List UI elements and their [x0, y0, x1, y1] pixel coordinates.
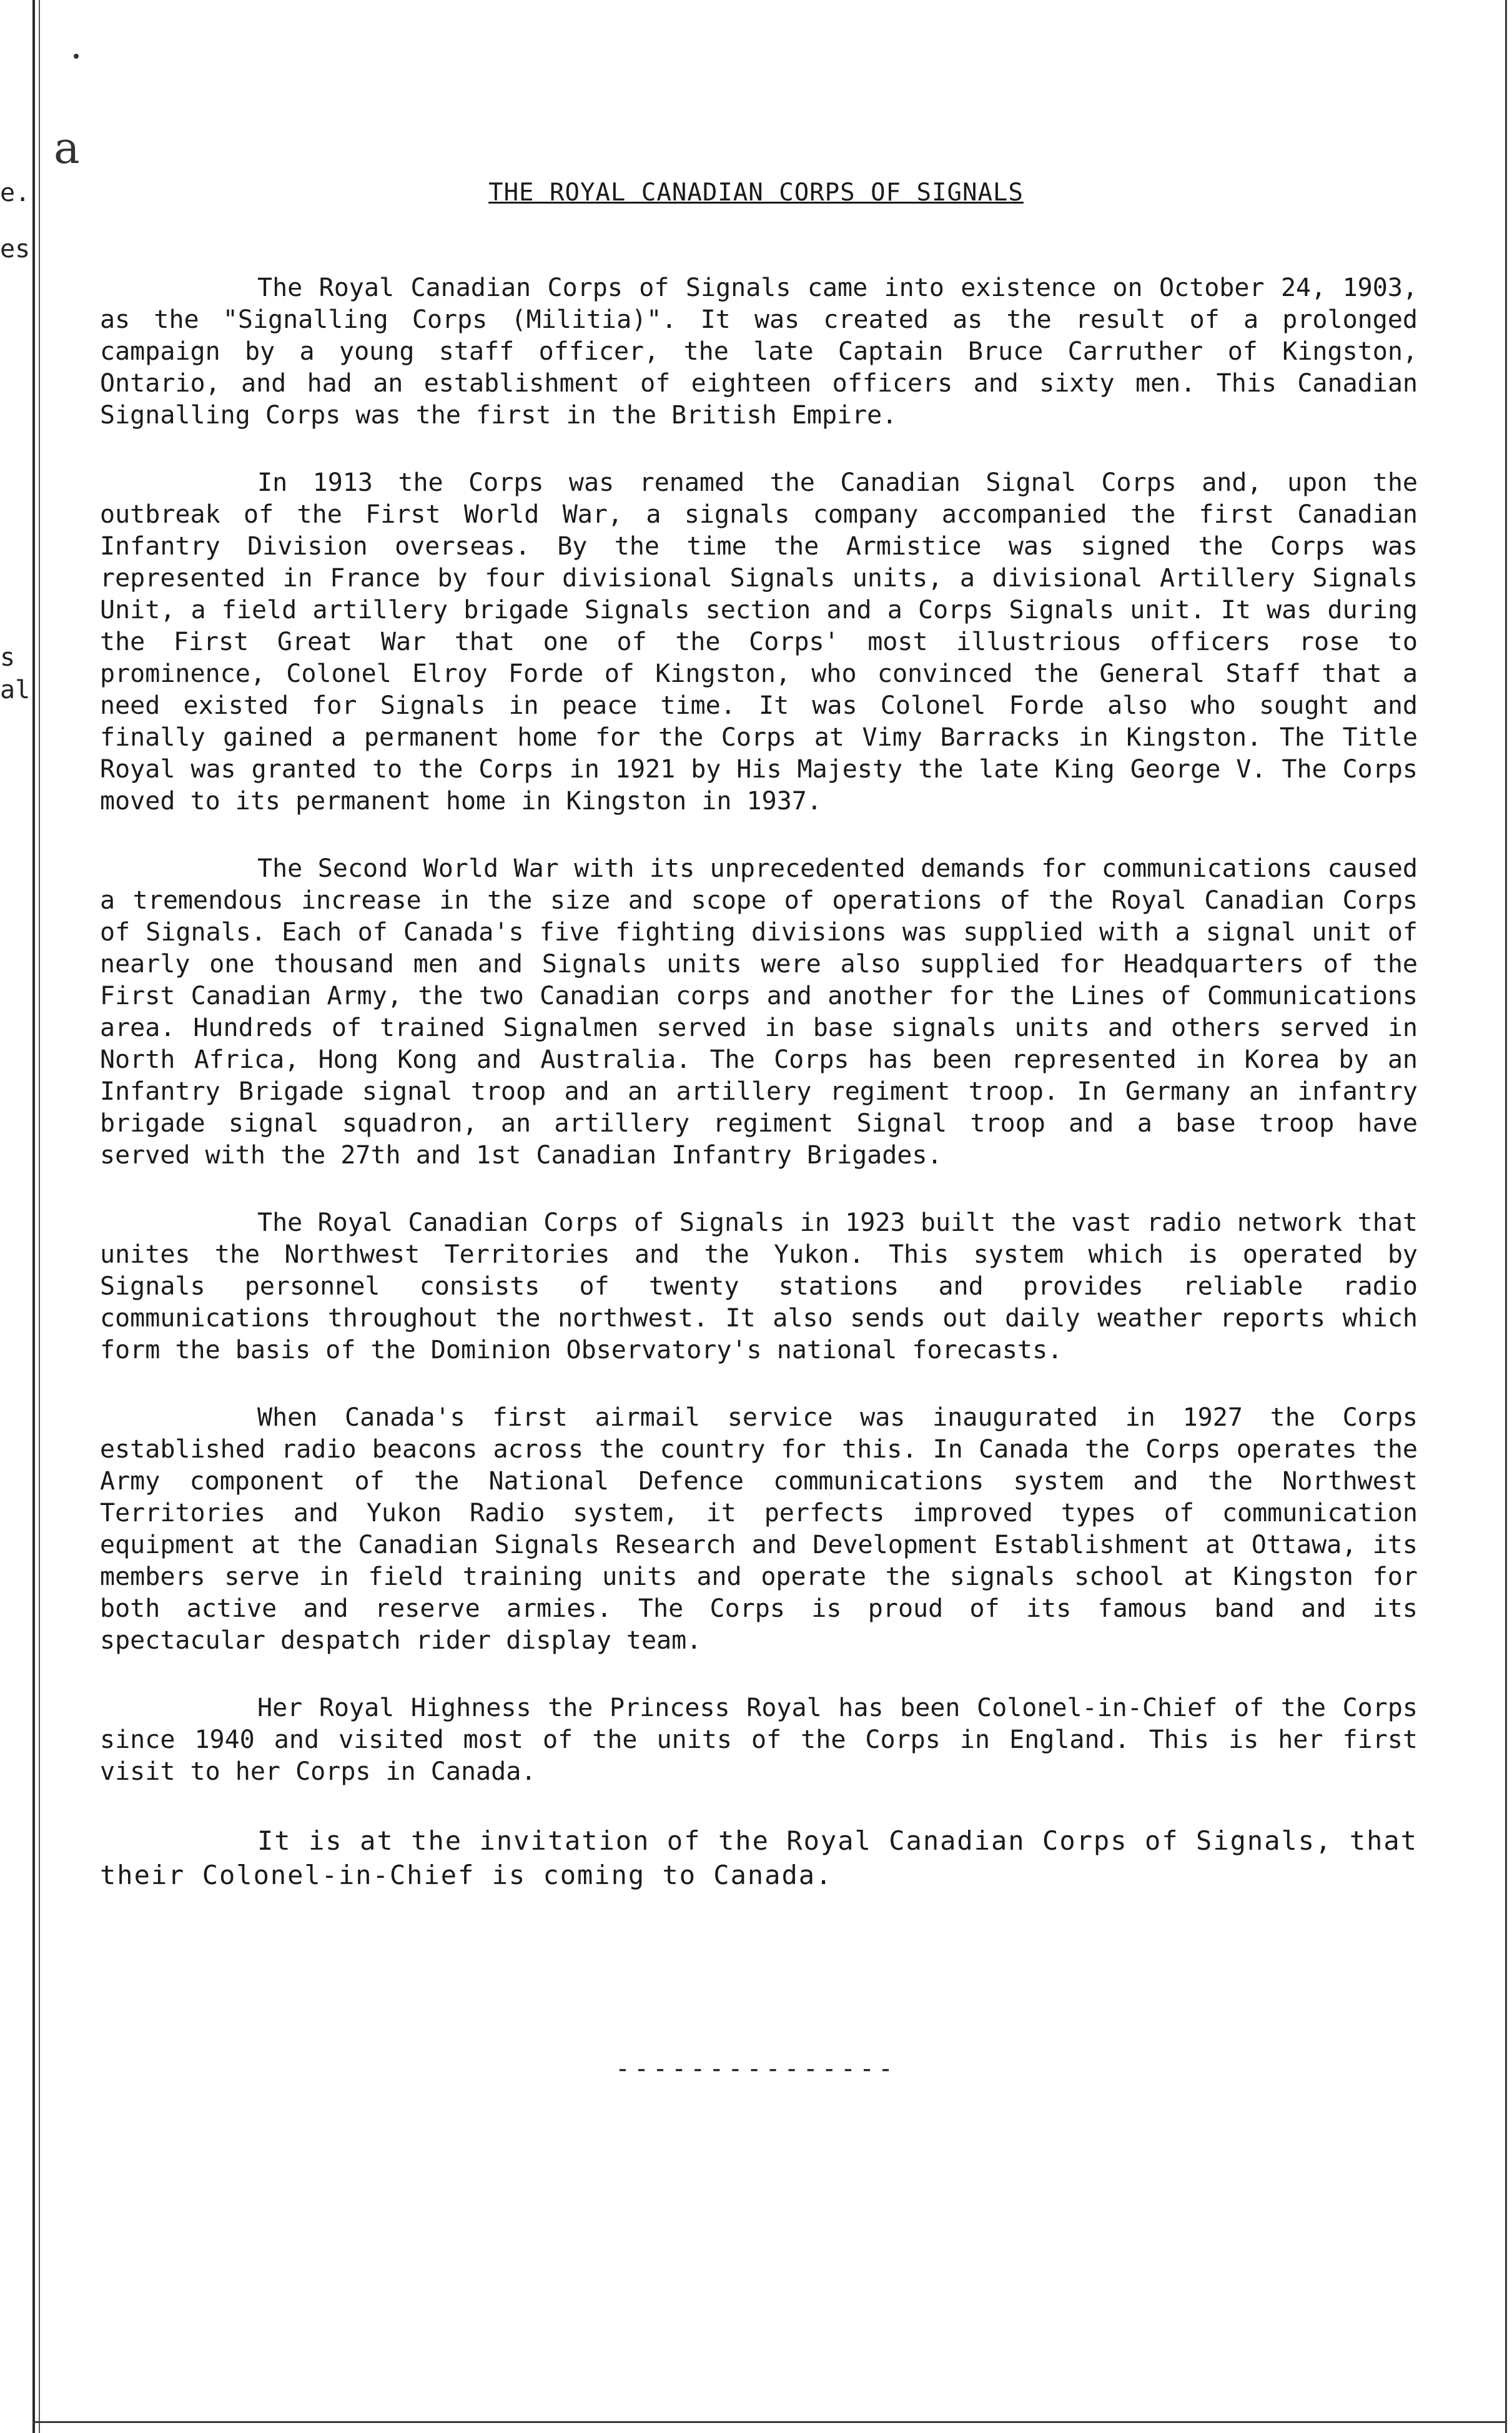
margin-fragment: al [0, 676, 31, 704]
paragraph: In 1913 the Corps was renamed the Canadian Signal Corps and, upon the outbreak of the First World War, a signals company accompanied the first Canadian Infantry Division overseas. By the time the Armistice was signed the Corps was represented in France by four divisional Signals units, a divisional Artillery Signals Unit, a field artillery brigade Signals section and a Corps Signals unit. It was during the First Great War that one of the Corps' most illustrious officers rose to prominence, Colonel Elroy Forde of Kingston, who convinced the General Staff that a need existed for Signals in peace time. It was Colonel Forde also who sought and finally gained a permanent home for the Corps at Vimy Barracks in Kingston. The Title Royal was granted to the Corps in 1921 by His Majesty the late King George V. The Corps moved to its permanent home in Kingston in 1937. [100, 468, 1418, 816]
paragraph: When Canada's first airmail service was inaugurated in 1927 the Corps established radio beacons across the country for this. In Canada the Corps operates the Army component of the National Defence communications system and the Northwest Territories and Yukon Radio system, it perfects improved types of communication equipment at the Canadian Signals Research and Development Establishment at Ottawa, its members serve in field training units and operate the signals school at Kingston for both active and reserve armies. The Corps is proud of its famous band and its spectacular despatch rider display team. [100, 1403, 1418, 1655]
page-border-bottom [32, 2421, 1507, 2423]
margin-fragment: es [0, 235, 31, 264]
paragraph: The Second World War with its unprecedented demands for communications caused a tremendous increase in the size and scope of operations of the Royal Canadian Corps of Signals. Each of Canada's five fighting divisions was supplied with a signal unit of nearly one thousand men and Signals units were also supplied for Headquarters of the First Canadian Army, the two Canadian corps and another for the Lines of Communications area. Hundreds of trained Signalmen served in base signals units and others served in North Africa, Hong Kong and Australia. The Corps has been represented in Korea by an Infantry Brigade signal troop and an artillery regiment troop. In Germany an infantry brigade signal squadron, an artillery regiment Signal troop and a base troop have served with the 27th and 1st Canadian Infantry Brigades. [100, 854, 1418, 1170]
paragraph: Her Royal Highness the Princess Royal has been Colonel-in-Chief of the Corps since 1940 and visited most of the units of the Corps in England. This is her first visit to her Corps in Canada. [100, 1694, 1418, 1786]
separator-line: --------------- [615, 2055, 897, 2083]
margin-fragment: s [0, 643, 16, 672]
margin-fragment: e. [0, 179, 31, 207]
paragraph: The Royal Canadian Corps of Signals in 1923 built the vast radio network that unites the Northwest Territories and the Yukon. This system which is operated by Signals personnel consists of twenty stations and provides reliable radio communications throughout the northwest. It also sends out daily weather reports which form the basis of the Dominion Observatory's national forecasts. [100, 1208, 1418, 1365]
ink-speck [74, 54, 79, 59]
corner-mark: a [54, 122, 80, 174]
document-title: THE ROYAL CANADIAN CORPS OF SIGNALS [488, 179, 1024, 207]
paragraph-closing: It is at the invitation of the Royal Canadian Corps of Signals, that their Colonel-in-Chief is coming to Canada. [100, 1825, 1418, 1890]
paragraph: The Royal Canadian Corps of Signals came into existence on October 24, 1903, as the "Signalling Corps (Militia)". It was created as the result of a prolonged campaign by a young staff officer, the late Captain Bruce Carruther of Kingston, Ontario, and had an establishment of eighteen officers and sixty men. This Canadian Signalling Corps was the first in the British Empire. [100, 274, 1418, 430]
document-body [100, 272, 1418, 1928]
